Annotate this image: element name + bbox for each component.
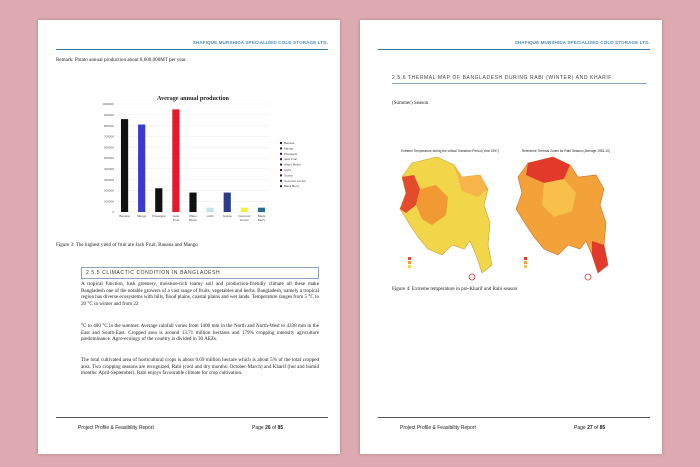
x-tick-label: Banana: [119, 214, 130, 218]
y-tick-label: 300000: [103, 177, 114, 182]
section-heading-thermal-map: 2.5.6 THERMAL MAP OF BANGLADESH DURING RABI (WINTER) AND KHARIF: [392, 75, 647, 84]
footer-divider: [378, 417, 650, 418]
map-logo: [469, 274, 475, 280]
footer-report-title: Project Profile & Feasibility Report: [400, 425, 476, 431]
footer-page-number: Page 26 of 85: [252, 425, 284, 431]
legend-marker: [280, 164, 282, 166]
legend-marker: [280, 169, 282, 171]
x-tick-label: Berry: [257, 218, 266, 222]
legend-swatch: [524, 265, 527, 268]
y-tick-label: 400000: [103, 167, 114, 171]
legend-label: Banana: [284, 141, 295, 145]
legend-label: Mango: [284, 146, 294, 151]
legend-marker: [280, 158, 282, 160]
bar-pineapple: [155, 188, 162, 212]
x-tick-label: Jack: [172, 214, 179, 218]
x-tick-label: Melon: [188, 218, 198, 222]
y-tick-label: 700000: [103, 134, 114, 139]
legend-marker: [280, 180, 282, 182]
y-tick-label: 500000: [103, 156, 114, 161]
legend-label: Jack Fruit: [284, 157, 298, 162]
header-divider: [378, 49, 650, 50]
x-tick-label: Water: [189, 214, 197, 218]
bar-jack-fruit: [172, 109, 179, 212]
legend-marker: [280, 142, 282, 144]
x-tick-label: Black: [257, 214, 266, 218]
x-tick-label: Coconut/: [238, 214, 251, 218]
chart-title: Average annual production: [157, 95, 229, 102]
left-page: [38, 20, 340, 454]
x-tick-label: Mango: [137, 214, 147, 218]
rabi-thermal-map: [508, 145, 618, 285]
legend-swatch: [408, 265, 411, 268]
legend-marker: [280, 147, 282, 149]
season-subheading: (Summer) Season: [392, 100, 429, 106]
x-tick-label: Lemon: [239, 218, 249, 222]
header-divider: [56, 49, 328, 50]
bar-black-berry: [258, 208, 265, 212]
climate-paragraph-1: A tropical function, lush greenery, moisture-rich loamy soil and production-friendly climate all these make Bangladesh one of the notable growers of a vast range of fruits, vegetables and herbs. Bangladesh, namely a tropical region has diverse ecosystems with hills, flood plains, coastal plains and wet lands. Temperature ranges from 5 °C to 20 °C in winter and from 22: [81, 281, 319, 307]
footer-report-title: Project Profile & Feasibility Report: [78, 425, 154, 431]
legend-swatch: [524, 261, 527, 264]
y-tick-label: 600000: [103, 145, 114, 150]
legend-swatch: [408, 261, 411, 264]
bar-banana: [121, 119, 128, 212]
x-tick-label: Pineapple: [152, 214, 166, 218]
legend-swatch: [524, 257, 527, 260]
legend-label: Coconut/ Lemon: [284, 178, 307, 183]
x-tick-label: Fruit: [172, 218, 179, 222]
kharif-thermal-map: [392, 145, 502, 285]
map1-title: Extreme Temperature during the critical Transition Period (Year 1997): [401, 149, 499, 153]
x-tick-label: Guava: [222, 214, 232, 218]
legend-label: Litchi: [284, 168, 292, 172]
y-tick-label: 0: [112, 210, 114, 215]
legend-label: Pineapple: [284, 151, 298, 156]
bar-litchi: [207, 208, 214, 212]
legend-marker: [280, 174, 282, 176]
map2-title: Reference Thermal Zones for Rabi Season (Average 1981-10): [521, 149, 611, 153]
legend-label: Water Melon: [284, 162, 301, 167]
bar-mango: [138, 125, 145, 212]
legend-swatch: [408, 257, 411, 260]
page-header-company: SHAFIQUE MURSHIDA SPECIALIZED COLD STORAGE LTD.: [514, 40, 650, 45]
x-tick-label: Litchi: [206, 214, 214, 218]
bar-guava: [224, 193, 231, 212]
right-page: [360, 20, 662, 454]
climate-paragraph-3: The total cultivated area of horticultural crops is about 0.69 million hectare which is about 5% of the total cropped area. Two cropping seasons are recognized, Rabi (cool and dry months: October-March) and Kharif (hot and humid months: April-September). Rabi enjoys favourable climate for crop cultivation.: [81, 357, 319, 376]
page-header-company: SHAFIQUE MURSHIDA SPECIALIZED COLD STORAGE LTD.: [192, 40, 328, 45]
legend-marker: [280, 185, 282, 187]
figure-4-caption: Figure 4: Extreme temperature in pre-Kharif and Rabi season: [392, 286, 518, 292]
y-tick-label: 200000: [103, 188, 114, 193]
footer-page-number: Page 27 of 85: [574, 425, 606, 431]
y-tick-label: 800000: [103, 123, 114, 128]
legend-marker: [280, 153, 282, 155]
y-tick-label: 100000: [103, 199, 114, 204]
legend-label: Guava: [284, 173, 293, 178]
section-heading-climate: 2.5.5 CLIMACTIC CONDITION IN BANGLADESH: [81, 267, 319, 279]
y-tick-label: 1000000: [102, 102, 114, 107]
remark-text: Remark: Potato annual production about 8,600,000MT per year.: [56, 57, 187, 63]
bar-coconut-lemon: [241, 208, 248, 212]
bar-water-melon: [189, 193, 196, 212]
y-tick-label: 900000: [103, 113, 114, 117]
map-logo: [585, 274, 591, 280]
figure-3-caption: Figure 3: The highest yield of fruit are Jack Fruit, Banana and Mango: [56, 242, 198, 248]
production-chart: [88, 92, 308, 237]
hot-zone-south: [592, 241, 608, 273]
legend-label: Black Berry: [284, 184, 300, 189]
footer-divider: [56, 417, 328, 418]
climate-paragraph-2: °C to 400 °C in the summer. Average rainfall varies from 1400 mm in the North and North-West to 4338 mm in the East and South-East. Cropped area is around 13.71 million hectares and 179% cropping intensity agriculture predominance. Agro-ecology of the country is divided in 30 AEZs.: [81, 323, 319, 342]
